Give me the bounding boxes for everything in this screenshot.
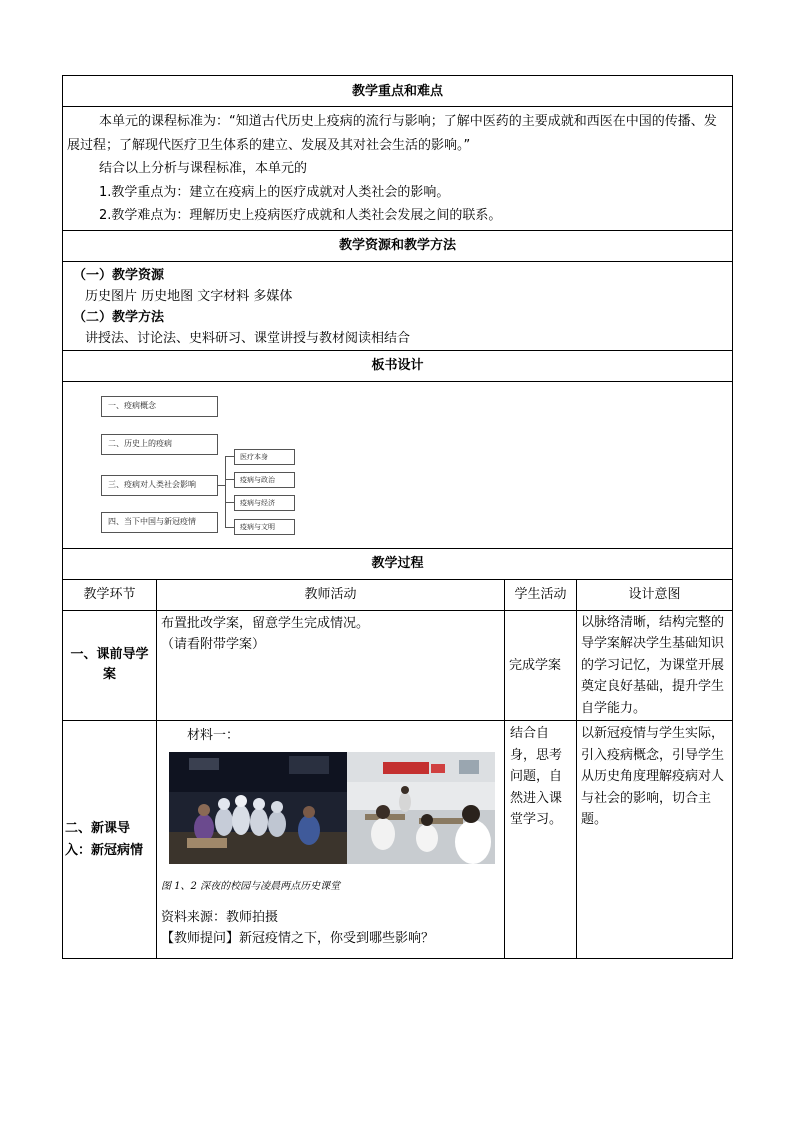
col-header-stage: 教学环节 (63, 579, 157, 610)
teacher-task-text: 布置批改学案，留意学生完成情况。 (161, 615, 370, 631)
intent-pre-class: 以脉络清晰，结构完整的导学案解决学生基础知识的学习记忆，为课堂开展奠定良好基础，提升学生自学能力。 (577, 610, 733, 721)
resources-text: 历史图片 历史地图 文字材料 多媒体 (85, 288, 293, 304)
focus-content (63, 107, 733, 231)
source-text: 资料来源：教师拍摄 (161, 910, 279, 925)
teacher-activity-new-lesson (157, 721, 505, 959)
photo-caption: 图 1、2 深夜的校园与凌晨两点历史课堂 (161, 881, 341, 892)
key-point-text: 1.教学重点为：建立在疫病上的医疗成就对人类社会的影响。 (99, 184, 450, 200)
process-section-title: 教学过程 (63, 548, 733, 579)
lesson-plan-table (62, 75, 733, 959)
teacher-note-text: （请看附带学案） (161, 636, 266, 652)
course-standard-text: 本单元的课程标准为：“知道古代历史上疫病的流行与影响；了解中医药的主要成就和西医在中国的传播、发展过程；了解现代医疗卫生体系的建立、发展及其对社会生活的影响。” (67, 114, 717, 153)
board-item-2: 二、历史上的疫病 (101, 434, 218, 455)
board-item-1: 一、疫病概念 (101, 396, 218, 417)
student-activity-pre-class: 完成学案 (505, 610, 577, 721)
focus-section-title: 教学重点和难点 (63, 76, 733, 107)
board-subitem-3: 疫病与经济 (234, 495, 295, 511)
board-item-3: 三、疫病对人类社会影响 (101, 475, 218, 496)
board-bracket-tick (225, 502, 234, 503)
col-header-student: 学生活动 (505, 579, 577, 610)
teacher-question-text: 【教师提问】新冠疫情之下，你受到哪些影响？ (161, 931, 435, 946)
stage-pre-class: 一、课前导学案 (63, 610, 157, 721)
col-header-teacher: 教师活动 (157, 579, 505, 610)
stage-new-lesson: 二、新课导入：新冠病情 (63, 721, 157, 959)
board-connector (218, 485, 225, 486)
board-section-title: 板书设计 (63, 350, 733, 381)
board-bracket-tick (225, 479, 234, 480)
board-subitem-1: 医疗本身 (234, 449, 295, 465)
methods-text: 讲授法、讨论法、史料研习、课堂讲授与教材阅读相结合 (85, 330, 411, 346)
focus-intro-text: 结合以上分析与课程标准，本单元的 (99, 161, 308, 176)
teacher-activity-pre-class (157, 610, 505, 721)
material-label: 材料一： (187, 728, 240, 743)
board-item-4: 四、当下中国与新冠疫情 (101, 512, 218, 533)
board-diagram (63, 382, 732, 548)
lesson-plan-sheet (62, 75, 732, 959)
board-subitem-4: 疫病与文明 (234, 519, 295, 535)
night-campus-and-classroom-photo (169, 752, 495, 864)
board-bracket-tick (225, 527, 234, 528)
resources-content (63, 261, 733, 350)
intent-new-lesson: 以新冠疫情与学生实际，引入疫病概念，引导学生从历史角度理解疫病对人与社会的影响，切合主题。 (577, 721, 733, 959)
board-subitem-2: 疫病与政治 (234, 472, 295, 488)
board-bracket (225, 456, 226, 528)
board-bracket-tick (225, 456, 234, 457)
methods-heading: （二）教学方法 (73, 309, 165, 325)
board-design-cell (63, 381, 733, 548)
resources-section-title: 教学资源和教学方法 (63, 230, 733, 261)
classroom-photo (169, 752, 495, 864)
student-activity-new-lesson: 结合自身，思考问题，自然进入课堂学习。 (505, 721, 577, 959)
difficult-point-text: 2.教学难点为：理解历史上疫病医疗成就和人类社会发展之间的联系。 (99, 208, 502, 223)
resources-heading: （一）教学资源 (73, 267, 165, 283)
col-header-intent: 设计意图 (577, 579, 733, 610)
